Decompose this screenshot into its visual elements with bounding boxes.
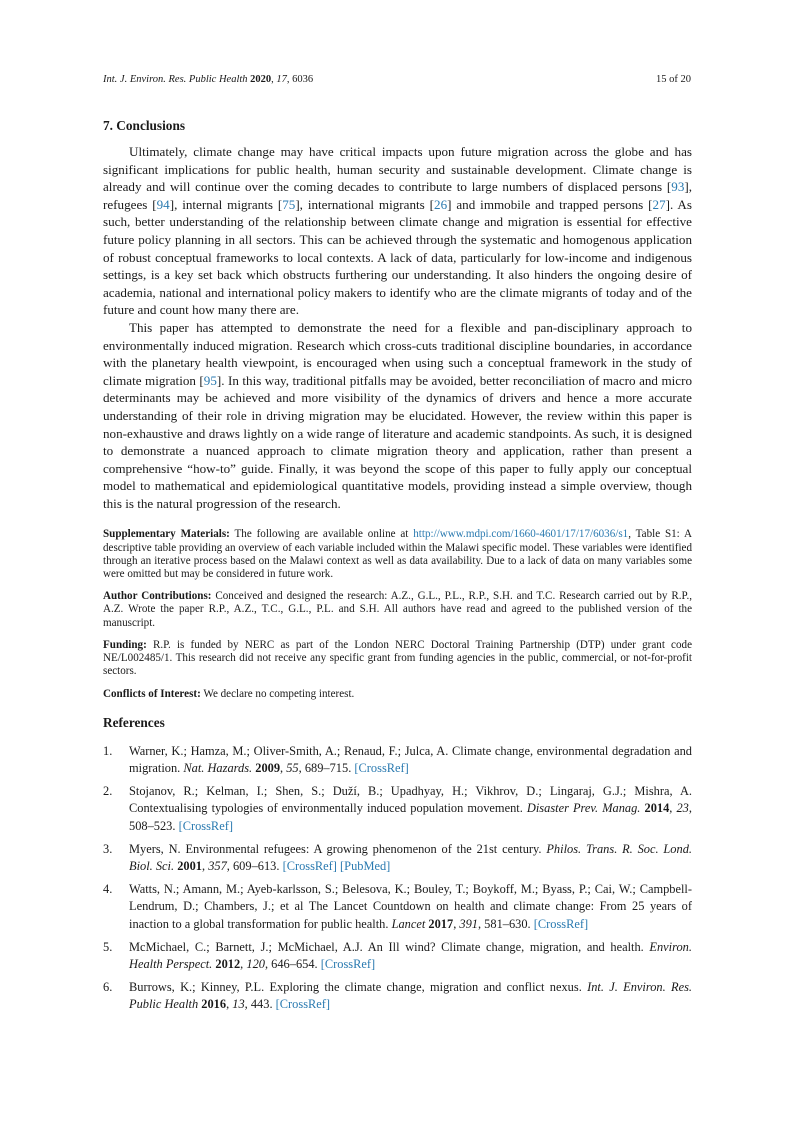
citation-link[interactable]: 27 bbox=[652, 196, 666, 212]
reference-year: 2017 bbox=[428, 916, 454, 931]
citation-link[interactable]: 94 bbox=[156, 196, 170, 212]
reference-journal: Lancet bbox=[391, 916, 426, 931]
reference-journal: Environ. Health Perspect. bbox=[129, 939, 692, 971]
reference-text: Myers, N. Environmental refugees: A growing phenomenon of the 21st century. Philos. Trans. R. Soc. Lond. Biol. Sci. 2001, 357, 609–613. [CrossRef] [PubMed] bbox=[129, 841, 692, 873]
contributions-label: Author Contributions: bbox=[103, 590, 212, 603]
crossref-link[interactable]: [CrossRef] bbox=[320, 956, 376, 971]
reference-journal: Disaster Prev. Manag. bbox=[526, 801, 641, 816]
reference-pages: , 581–630. bbox=[477, 916, 531, 931]
reference-pages: , 609–613. bbox=[226, 858, 280, 873]
reference-volume: 13 bbox=[232, 997, 245, 1012]
text-run: R.P. is funded by NERC as part of the London NERC Doctoral Training Partnership (DTP) under grant code NE/L002485/1. This research did not receive any specific grant from funding agencies in the public, commercial, or not-for-profit sectors. bbox=[103, 638, 692, 678]
reference-number: 3. bbox=[103, 841, 113, 856]
reference-journal: Philos. Trans. R. Soc. Lond. Biol. Sci. bbox=[129, 841, 692, 873]
reference-number: 2. bbox=[103, 784, 113, 799]
reference-year: 2001 bbox=[177, 858, 202, 873]
text-run: ], refugees [ bbox=[103, 179, 692, 212]
text-run: , Table S1: A descriptive table providing an overview of each variable included within the Malawi specific model. These variables were identified through an iterative process based on the Malawi context as well as data availability. Due to a lack of data on many variables some were omitted but may be considered in future work. bbox=[103, 528, 692, 581]
text-run: ], international migrants [ bbox=[295, 196, 435, 212]
crossref-link[interactable]: [CrossRef] bbox=[282, 858, 337, 873]
crossref-link[interactable]: [CrossRef] bbox=[354, 760, 409, 775]
reference-volume: 357 bbox=[208, 858, 227, 873]
crossref-link[interactable]: [CrossRef] bbox=[178, 818, 233, 833]
journal-year: 2020 bbox=[250, 74, 272, 85]
reference-journal: Int. J. Environ. Res. Public Health bbox=[129, 980, 692, 1012]
reference-volume: 55 bbox=[286, 760, 299, 775]
reference-authors-title: Burrows, K.; Kinney, P.L. Exploring the climate change, migration and conflict nexus. bbox=[129, 980, 582, 995]
reference-text: Stojanov, R.; Kelman, I.; Shen, S.; Duží, B.; Upadhyay, H.; Vikhrov, D.; Lingaraj, G.J.; Mishra, A. Contextualising typologies of environmentally induced population movement. Disaster Prev. Manag. 2014, 23, 508–523. [CrossRef] bbox=[129, 784, 692, 833]
text-run: ]. As such, better understanding of the relationship between climate change and migration is essential for effective future policy planning in all sectors. This can be achieved through the systematic and homogenous application of robust conceptual frameworks to local contexts. A lack of data, particularly for low-income and indigenous settings, is a key set back which obstructs furthering our understanding. It also hinders the ongoing desire of academia, national and international policy makers to identify who are the climate migrants of today and of the future and count how many there are. bbox=[103, 196, 692, 318]
reference-item bbox=[103, 979, 692, 1013]
text-run: We declare no competing interest. bbox=[203, 687, 355, 700]
reference-item bbox=[103, 783, 692, 835]
reference-pages: , 689–715. bbox=[298, 760, 352, 775]
text-run: ]. In this way, traditional pitfalls may be avoided, better reconciliation of macro and micro determinants may be achieved and more visibility of the dynamics of drivers and hence a more accurate understanding of their role in driving migration may be elucidated. However, the review within this paper is non-exhaustive and draws lightly on a wide range of literature and academic standpoints. As such, it is designed to demonstrate a nuanced approach to climate migration theory and application, rather than present a comprehensive “how-to” guide. Finally, it was beyond the scope of this paper to fully apply our conceptual model to mathematical and epidemiological quantitative models, providing instead a simple overview, though this is the natural progression of the research. bbox=[103, 372, 693, 511]
coi-label: Conflicts of Interest: bbox=[103, 687, 201, 700]
page-body bbox=[103, 118, 692, 1020]
text-run: The following are available online at bbox=[234, 528, 409, 541]
reference-number: 4. bbox=[103, 882, 113, 897]
text-run: Ultimately, climate change may have critical impacts upon future migration across the globe and has significant implications for public health, human security and sustainable development. Climate change is already and will continue over the coming decades to contribute to large numbers of displaced persons [ bbox=[103, 144, 692, 195]
conclusion-paragraph-1 bbox=[103, 143, 692, 319]
reference-number: 1. bbox=[103, 743, 113, 758]
references-heading: References bbox=[103, 714, 165, 730]
supplementary-link[interactable]: http://www.mdpi.com/1660-4601/17/17/6036/s1 bbox=[413, 528, 629, 541]
author-contributions bbox=[103, 590, 692, 630]
reference-pages: , 646–654. bbox=[264, 956, 318, 971]
page-number: 15 of 20 bbox=[656, 74, 691, 85]
crossref-link[interactable]: [CrossRef] bbox=[533, 916, 589, 931]
citation-link[interactable]: 26 bbox=[434, 196, 448, 212]
reference-item bbox=[103, 881, 692, 933]
journal-name: Int. J. Environ. Res. Public Health bbox=[103, 74, 248, 85]
reference-text: Watts, N.; Amann, M.; Ayeb-karlsson, S.; Belesova, K.; Bouley, T.; Boykoff, M.; Byass, P.; Cai, W.; Campbell-Lendrum, D.; Chambers, J.; et al The Lancet Countdown on health and climate change: From 25 years of inaction to a global transformation for public health. Lancet 2017, 391, 581–630. [CrossRef] bbox=[129, 882, 692, 931]
citation-link[interactable]: 95 bbox=[203, 372, 217, 388]
reference-authors-title: McMichael, C.; Barnett, J.; McMichael, A.J. An Ill wind? Climate change, migration, and health. bbox=[129, 939, 644, 954]
reference-volume: 23 bbox=[676, 801, 689, 816]
conclusion-paragraph-2 bbox=[103, 319, 692, 513]
article-number: 6036 bbox=[292, 74, 314, 85]
reference-authors-title: Myers, N. Environmental refugees: A growing phenomenon of the 21st century. bbox=[129, 841, 542, 856]
reference-item bbox=[103, 743, 692, 777]
reference-number: 5. bbox=[103, 939, 113, 954]
reference-pages: , 508–523. bbox=[129, 801, 692, 833]
supplementary-label: Supplementary Materials: bbox=[103, 528, 230, 541]
reference-text: Burrows, K.; Kinney, P.L. Exploring the climate change, migration and conflict nexus. Int. J. Environ. Res. Public Health 2016, 13, 443. [CrossRef] bbox=[129, 980, 692, 1012]
reference-year: 2009 bbox=[255, 760, 281, 775]
reference-item bbox=[103, 841, 692, 875]
running-header bbox=[103, 74, 691, 85]
reference-journal: Nat. Hazards. bbox=[183, 760, 253, 775]
reference-text: Warner, K.; Hamza, M.; Oliver-Smith, A.; Renaud, F.; Julca, A. Climate change, environmental degradation and migration. Nat. Hazards. 2009, 55, 689–715. [CrossRef] bbox=[129, 743, 692, 775]
text-run: Conceived and designed the research: A.Z., G.L., P.L., R.P., S.H. and T.C. Research carried out by R.P., A.Z. Wrote the paper R.P., A.Z., T.C., G.L., P.L. and S.H. All authors have read and agreed to the published version of the manuscript. bbox=[103, 590, 692, 629]
reference-pages: , 443. bbox=[244, 997, 273, 1012]
reference-item bbox=[103, 939, 692, 973]
funding bbox=[103, 639, 692, 679]
reference-list bbox=[103, 743, 692, 1014]
reference-volume: 391 bbox=[459, 916, 478, 931]
reference-authors-title: Watts, N.; Amann, M.; Ayeb-karlsson, S.; Belesova, K.; Bouley, T.; Boykoff, M.; Byass, P.; Cai, W.; Campbell-Lendrum, D.; Chambers, J.; et al The Lancet Countdown on health and climate change: From 25 years of inaction to a global transformation for public health. bbox=[129, 882, 692, 931]
citation-link[interactable]: 93 bbox=[671, 179, 685, 195]
funding-label: Funding: bbox=[103, 638, 147, 651]
reference-text: McMichael, C.; Barnett, J.; McMichael, A.J. An Ill wind? Climate change, migration, and health. Environ. Health Perspect. 2012, 120, 646–654. [CrossRef] bbox=[129, 939, 692, 971]
reference-authors-title: Warner, K.; Hamza, M.; Oliver-Smith, A.; Renaud, F.; Julca, A. Climate change, environmental degradation and migration. bbox=[129, 743, 692, 775]
reference-year: 2016 bbox=[201, 997, 227, 1012]
reference-authors-title: Stojanov, R.; Kelman, I.; Shen, S.; Duží, B.; Upadhyay, H.; Vikhrov, D.; Lingaraj, G.J.; Mishra, A. Contextualising typologies of environmentally induced population movement. bbox=[129, 784, 692, 816]
pubmed-link[interactable]: [PubMed] bbox=[340, 858, 391, 873]
citation-link[interactable]: 75 bbox=[282, 196, 296, 212]
section-heading: 7. Conclusions bbox=[103, 118, 186, 133]
journal-volume: 17 bbox=[276, 74, 287, 85]
reference-year: 2014 bbox=[644, 801, 670, 816]
reference-volume: 120 bbox=[246, 956, 265, 971]
reference-year: 2012 bbox=[215, 956, 241, 971]
crossref-link[interactable]: [CrossRef] bbox=[275, 997, 331, 1012]
reference-number: 6. bbox=[103, 980, 113, 995]
supplementary-materials bbox=[103, 528, 692, 581]
text-run: This paper has attempted to demonstrate the need for a flexible and pan-disciplinary approach to environmentally induced migration. Research which cross-cuts traditional discipline boundaries, in accordance with the planetary health viewpoint, is encouraged when using such a conceptual framework in the study of climate migration [ bbox=[103, 319, 692, 388]
conflicts-of-interest bbox=[103, 688, 692, 701]
journal-citation: Int. J. Environ. Res. Public Health 2020, 17, 6036 bbox=[103, 74, 314, 85]
text-run: ] and immobile and trapped persons [ bbox=[447, 196, 653, 212]
text-run: ], internal migrants [ bbox=[169, 196, 283, 212]
